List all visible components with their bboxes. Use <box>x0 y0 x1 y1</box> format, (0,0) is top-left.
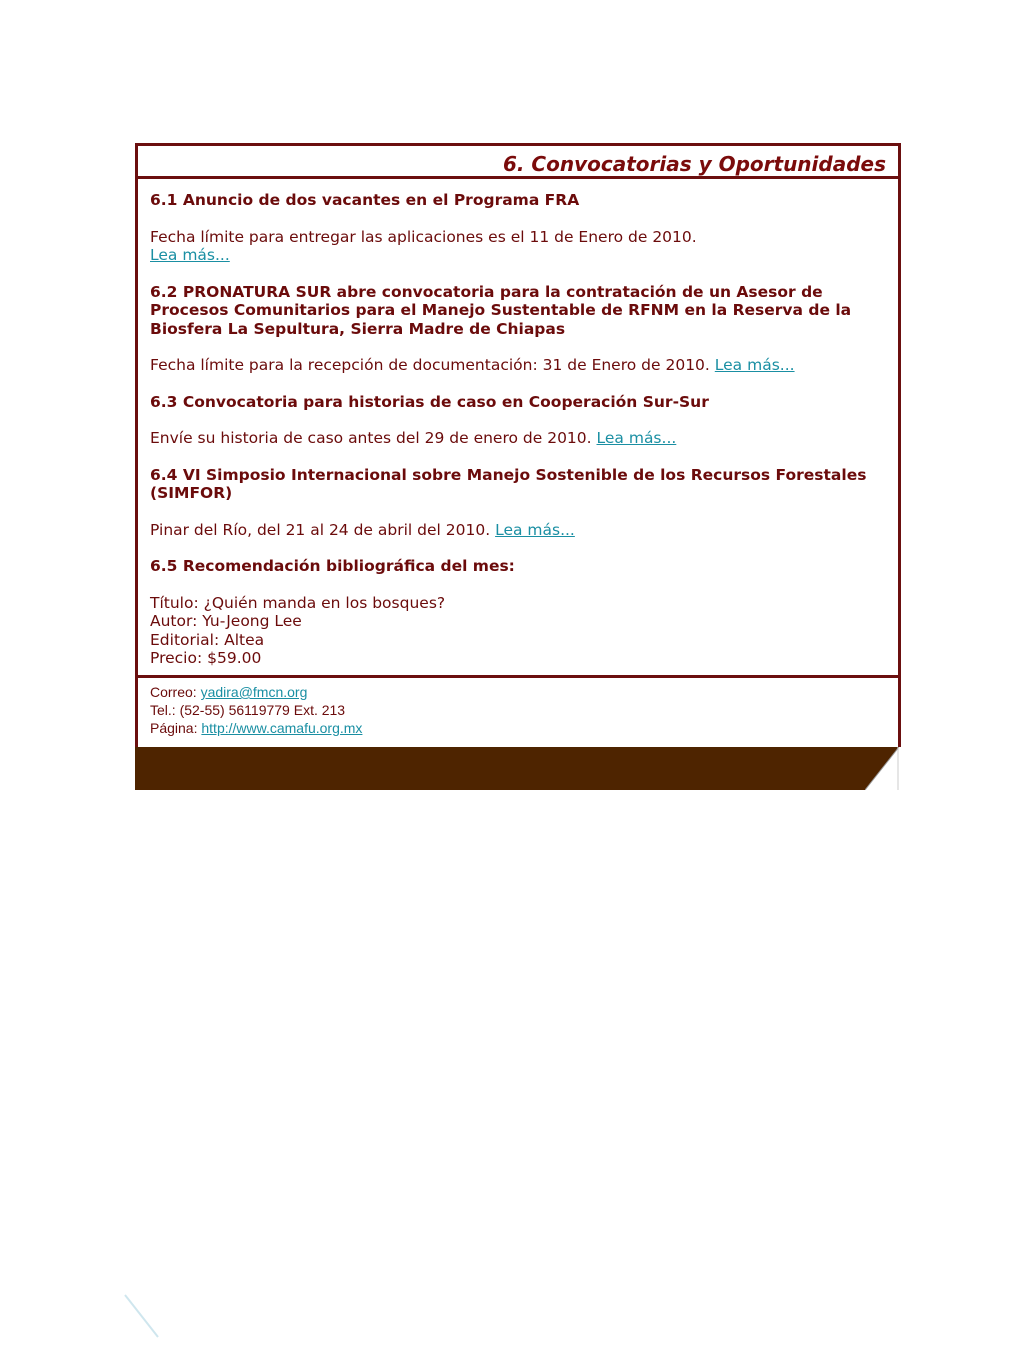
website-link[interactable]: http://www.camafu.org.mx <box>201 720 363 736</box>
item-text <box>150 356 884 375</box>
email-label: Correo: <box>150 684 197 700</box>
item-text <box>150 228 884 265</box>
news-item <box>150 191 884 265</box>
read-more-link[interactable]: Lea más... <box>495 520 575 539</box>
book-publisher: Editorial: Altea <box>150 630 265 649</box>
item-text-body: Pinar del Río, del 21 al 24 de abril del 2010. <box>150 520 491 539</box>
book-title: Título: ¿Quién manda en los bosques? <box>150 593 446 612</box>
page-curl-corner <box>865 747 899 790</box>
book-author: Autor: Yu-Jeong Lee <box>150 612 302 630</box>
news-item <box>150 283 884 375</box>
item-title: 6.2 PRONATURA SUR abre convocatoria para la contratación de un Asesor de Procesos Comunitarios para el Manejo Sustentable de RFNM en la Reserva de la Biosfera La Sepultura, Sierra Madre de Chiapas <box>150 282 852 338</box>
item-text-body: Fecha límite para entregar las aplicaciones es el 11 de Enero de 2010. <box>150 227 697 246</box>
contact-email-line <box>150 683 884 701</box>
item-title: 6.4 VI Simposio Internacional sobre Manejo Sostenible de los Recursos Forestales (SIMFOR) <box>150 465 867 502</box>
read-more-link[interactable]: Lea más... <box>150 246 230 264</box>
contact-website-line <box>150 719 884 737</box>
read-more-link[interactable]: Lea más... <box>596 429 677 447</box>
item-title: 6.1 Anuncio de dos vacantes en el Programa FRA <box>150 191 580 209</box>
website-label: Página: <box>150 720 198 736</box>
section-header <box>138 146 898 179</box>
decorative-line <box>122 1292 162 1342</box>
newsletter-section <box>135 143 901 747</box>
news-item <box>150 557 884 668</box>
section-content <box>138 179 898 678</box>
email-link[interactable]: yadira@fmcn.org <box>200 684 308 700</box>
contact-footer <box>138 678 898 747</box>
book-price: Precio: $59.00 <box>150 649 262 667</box>
section-title: 6. Convocatorias y Oportunidades <box>502 152 886 176</box>
news-item <box>150 466 884 540</box>
read-more-link[interactable]: Lea más... <box>714 356 795 374</box>
contact-phone: Tel.: (52-55) 56119779 Ext. 213 <box>150 702 346 718</box>
item-title: 6.5 Recomendación bibliográfica del mes: <box>150 557 515 575</box>
footer-band <box>135 747 899 790</box>
book-recommendation <box>150 594 884 668</box>
item-text-body: Envíe su historia de caso antes del 29 de enero de 2010. <box>150 429 592 447</box>
item-title: 6.3 Convocatoria para historias de caso en Cooperación Sur-Sur <box>150 392 709 411</box>
item-text-body: Fecha límite para la recepción de documentación: 31 de Enero de 2010. <box>150 356 710 374</box>
item-text <box>150 429 884 448</box>
news-item <box>150 393 884 448</box>
item-text <box>150 521 884 540</box>
